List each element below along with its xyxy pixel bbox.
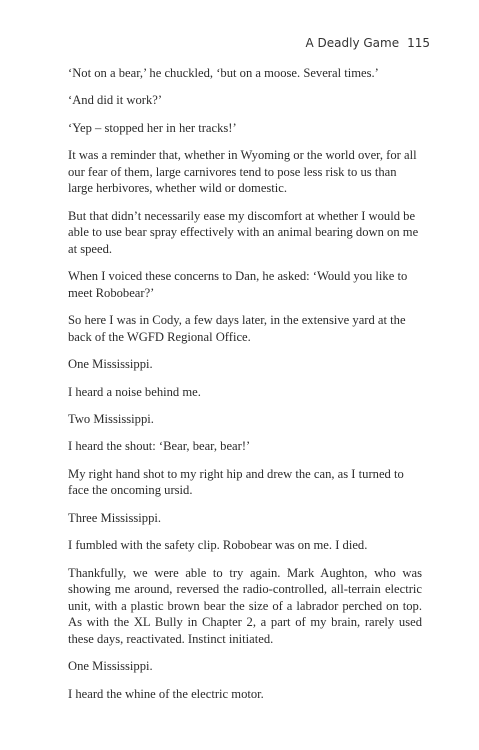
paragraph: My right hand shot to my right hip and drew the can, as I turned to face the oncoming ursid. [68, 466, 404, 498]
paragraph: I heard a noise behind me. [68, 384, 201, 399]
paragraph: So here I was in Cody, a few days later, in the extensive yard at the back of the WGFD Regional Office. [68, 313, 406, 344]
paragraph: ‘Not on a bear,’ he chuckled, ‘but on a moose. Several times.’ [68, 66, 379, 80]
paragraph: One Mississippi. [68, 659, 153, 674]
paragraph: Thankfully, we were able to try again. Mark Aughton, who was showing me around, reversed the radio-controlled, all-terrain electric unit, with a plastic brown bear the size of a labrador perched on top. As with the XL Bully in Chapter 2, a part of my brain, rarely used these days, reactivated. Instinct initiated. [68, 565, 422, 646]
body-text [68, 65, 422, 713]
page-number: 115 [407, 36, 430, 50]
paragraph: ‘Yep – stopped her in her tracks!’ [68, 120, 237, 135]
paragraph: Two Mississippi. [68, 412, 154, 427]
paragraph: ‘And did it work?’ [68, 93, 163, 108]
paragraph: But that didn’t necessarily ease my discomfort at whether I would be able to use bear spray effectively with an animal bearing down on me at speed. [68, 208, 419, 256]
paragraph: I fumbled with the safety clip. Robobear was on me. I died. [68, 538, 368, 553]
paragraph: I heard the whine of the electric motor. [68, 686, 264, 701]
running-title: A Deadly Game [305, 36, 400, 50]
paragraph: Three Mississippi. [68, 510, 162, 525]
paragraph: One Mississippi. [68, 357, 153, 372]
running-head [306, 36, 431, 50]
paragraph: It was a reminder that, whether in Wyoming or the world over, for all our fear of them, large carnivores tend to pose less risk to us than large herbivores, whether wild or domestic. [68, 148, 417, 196]
paragraph: When I voiced these concerns to Dan, he asked: ‘Would you like to meet Robobear?’ [68, 269, 408, 300]
paragraph: I heard the shout: ‘Bear, bear, bear!’ [68, 439, 251, 454]
